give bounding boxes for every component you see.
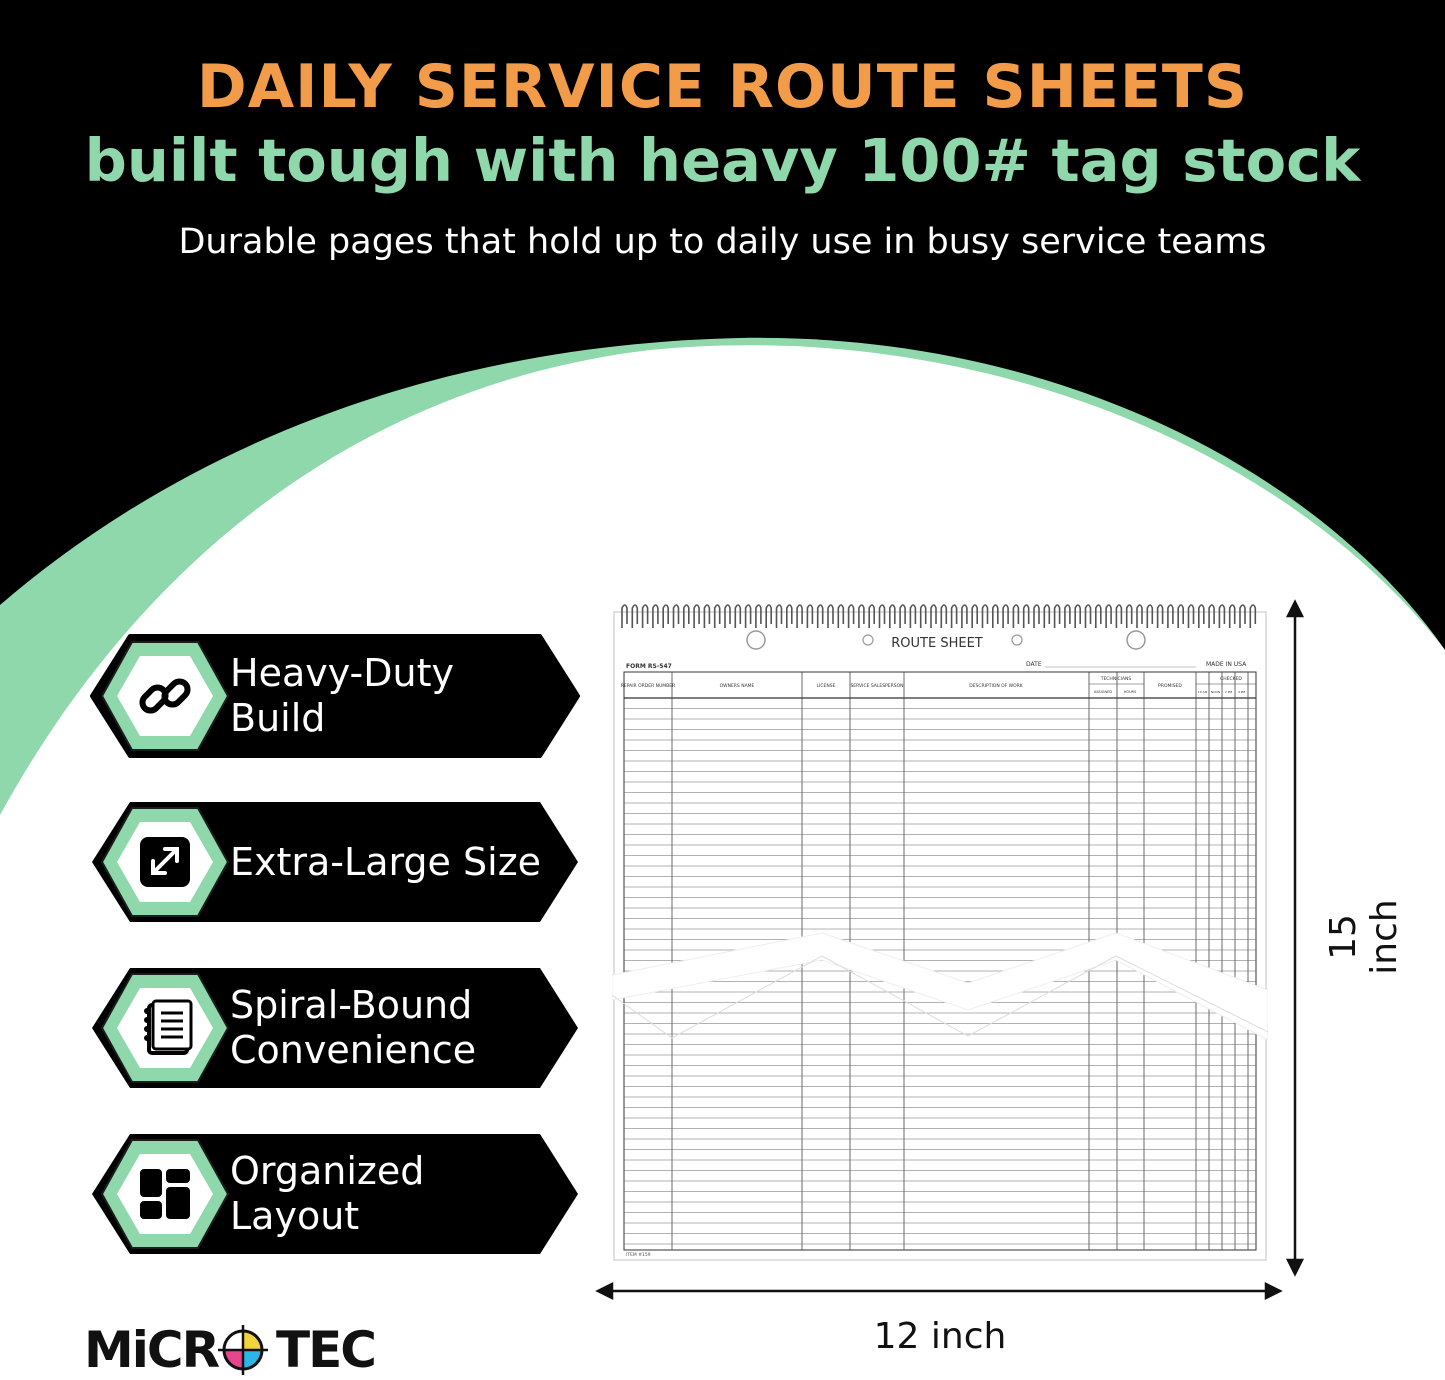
sheet-sub-header: ASSIGNED (1093, 690, 1113, 694)
made-in-label: MADE IN USA (1206, 661, 1247, 668)
sheet-sub-header: HOURS (1123, 690, 1137, 694)
punch-hole (863, 635, 873, 645)
date-label: DATE (1026, 661, 1042, 668)
sheet-column-header: LICENSE (816, 684, 836, 689)
feature-heavy-duty (90, 634, 580, 758)
sheet-sub-header: NOON (1210, 690, 1221, 694)
sheet-sub-header: 10 AM (1197, 690, 1208, 694)
registration-mark-icon (218, 1325, 268, 1375)
chain-link-icon (135, 667, 195, 725)
feature-label: Spiral-Bound Convenience (230, 983, 477, 1072)
tagline: Durable pages that hold up to daily use in busy service teams (178, 222, 1267, 262)
punch-hole (1127, 631, 1145, 649)
feature-label: Heavy-Duty Build (230, 651, 454, 740)
route-sheet-illustration (612, 600, 1268, 1262)
punch-hole (1012, 635, 1022, 645)
item-number: ITEM #159 (626, 1253, 651, 1258)
brand-logo-right: TEC (276, 1321, 375, 1379)
feature-extra-large (90, 800, 580, 924)
sheet-column-header: SERVICE SALESPERSON (850, 684, 904, 689)
sheet-title: ROUTE SHEET (891, 636, 983, 651)
subheadline: built tough with heavy 100# tag stock (84, 126, 1361, 195)
sheet-column-header: CHECKED (1220, 677, 1242, 682)
height-dimension-label: 15 inch (1323, 899, 1405, 975)
sheet-column-header: PROMISED (1158, 684, 1182, 689)
headline: DAILY SERVICE ROUTE SHEETS (196, 52, 1249, 122)
feature-label: Extra-Large Size (230, 839, 542, 884)
sheet-sub-header: 4 PM (1237, 690, 1246, 694)
width-dimension-label: 12 inch (873, 1316, 1007, 1357)
spiral-notebook-icon (135, 999, 195, 1057)
sheet-column-header: OWNERS NAME (719, 684, 755, 689)
sheet-column-header: DESCRIPTION OF WORK (969, 684, 1023, 689)
feature-spiral-bound (90, 966, 580, 1090)
sheet-column-header: TECHNICIANS (1100, 677, 1132, 682)
layout-grid-icon (135, 1165, 195, 1223)
brand-logo (84, 1322, 384, 1378)
expand-arrows-icon (135, 833, 195, 891)
feature-organized-layout (90, 1132, 580, 1256)
brand-logo-left: MiCR (84, 1321, 219, 1379)
form-number: FORM RS-547 (626, 663, 672, 670)
sheet-column-header: REPAIR ORDER NUMBER (620, 684, 676, 689)
feature-label: Organized Layout (230, 1149, 425, 1238)
punch-hole (747, 631, 765, 649)
sheet-sub-header: 2 PM (1224, 690, 1233, 694)
